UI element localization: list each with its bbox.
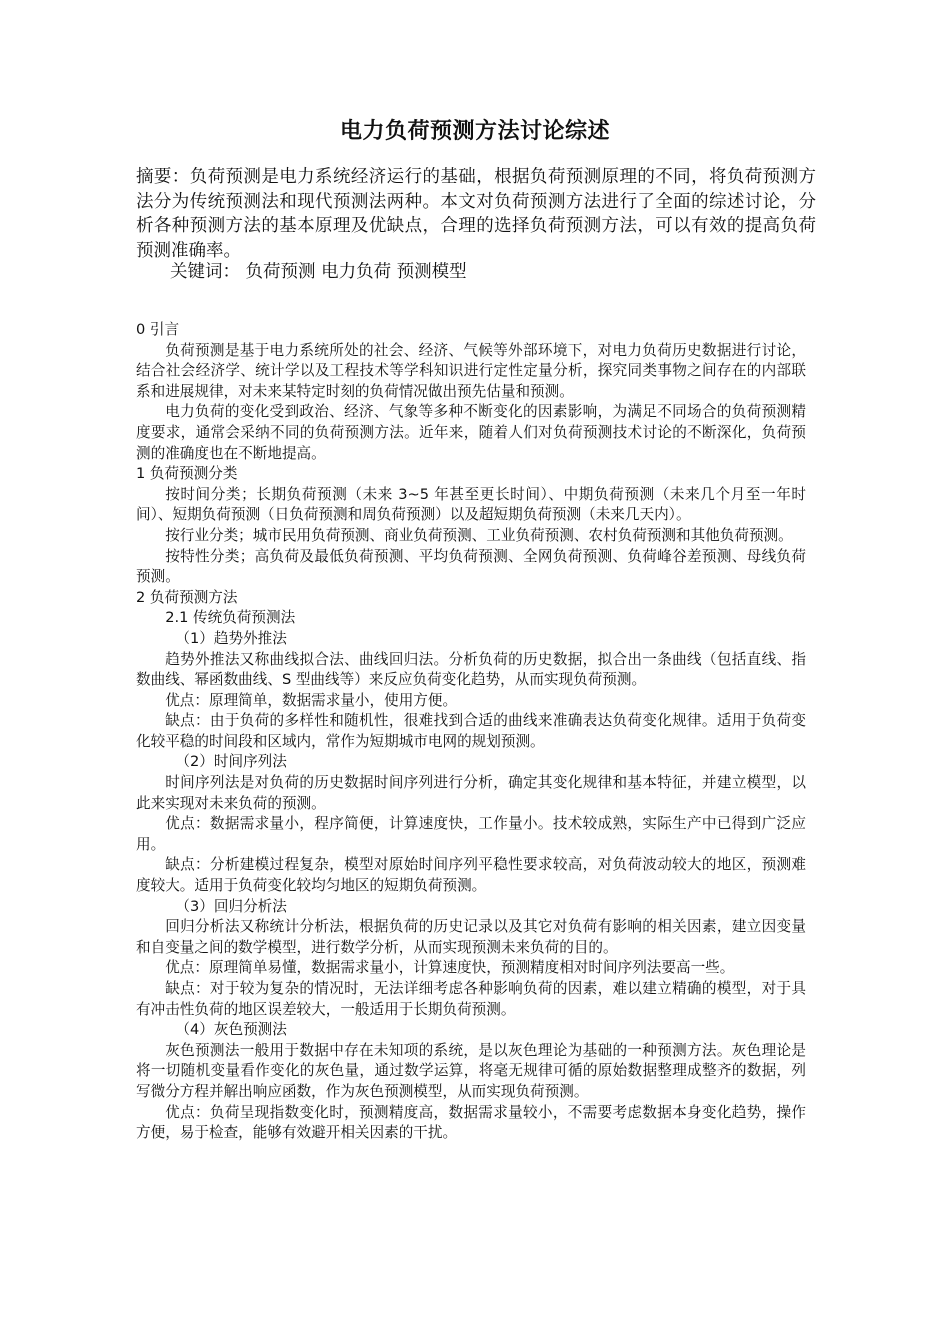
paragraph: 灰色预测法一般用于数据中存在未知项的系统，是以灰色理论为基础的一种预测方法。灰色理论是将一切随机变量看作变化的灰色量，通过数学运算，将毫无规律可循的原始数据整理成整齐的数据，列写微分方程并解出响应函数，作为灰色预测模型，从而实现负荷预测。	[136, 1041, 806, 1100]
paragraph: 按特性分类；高负荷及最低负荷预测、平均负荷预测、全网负荷预测、负荷峰谷差预测、母线负荷预测。	[136, 547, 806, 586]
paragraph: 负荷预测是基于电力系统所处的社会、经济、气候等外部环境下，对电力负荷历史数据进行讨论，结合社会经济学、统计学以及工程技术等学科知识进行定性定量分析，探究同类事物之间存在的内部联系和进展规律，对未来某特定时刻的负荷情况做出预先估量和预测。	[136, 341, 806, 400]
paragraph: 优点：负荷呈现指数变化时，预测精度高，数据需求量较小，不需要考虑数据本身变化趋势，操作方便，易于检查，能够有效避开相关因素的干扰。	[136, 1103, 806, 1142]
paragraph: 按时间分类；长期负荷预测（未来 3~5 年甚至更长时间）、中期负荷预测（未来几个月至一年时间）、短期负荷预测（日负荷预测和周负荷预测）以及超短期负荷预测（未来几天内）。	[136, 485, 806, 524]
method-heading: （1）趋势外推法	[175, 629, 287, 647]
paragraph: 优点：原理简单，数据需求量小，使用方便。	[165, 691, 458, 709]
method-heading: （4）灰色预测法	[175, 1021, 287, 1039]
section-heading: 1 负荷预测分类	[136, 465, 238, 483]
keywords: 关键词： 负荷预测 电力负荷 预测模型	[170, 262, 467, 282]
paragraph: 优点：原理简单易懂，数据需求量小，计算速度快，预测精度相对时间序列法要高一些。	[165, 959, 735, 977]
paragraph: 电力负荷的变化受到政治、经济、气象等多种不断变化的因素影响，为满足不同场合的负荷预测精度要求，通常会采纳不同的负荷预测方法。近年来，随着人们对负荷预测技术讨论的不断深化，负荷预测的准确度也在不断地提高。	[136, 403, 806, 462]
paragraph: 缺点：由于负荷的多样性和随机性，很难找到合适的曲线来准确表达负荷变化规律。适用于负荷变化较平稳的时间段和区域内，常作为短期城市电网的规划预测。	[136, 712, 806, 750]
paragraph: 时间序列法是对负荷的历史数据时间序列进行分析，确定其变化规律和基本特征，并建立模型，以此来实现对未来负荷的预测。	[136, 774, 806, 812]
subsection-heading: 2.1 传统负荷预测法	[165, 609, 296, 627]
section-heading: 0 引言	[136, 321, 180, 338]
paragraph: 缺点：对于较为复杂的情况时，无法详细考虑各种影响负荷的因素，难以建立精确的模型，对于具有冲击性负荷的地区误差较大，一般适用于长期负荷预测。	[136, 980, 806, 1018]
method-heading: （3）回归分析法	[175, 897, 287, 915]
document-body	[136, 320, 806, 1144]
section-heading: 2 负荷预测方法	[136, 588, 238, 606]
paragraph: 按行业分类；城市民用负荷预测、商业负荷预测、工业负荷预测、农村负荷预测和其他负荷预测。	[165, 526, 793, 544]
paragraph: 缺点：分析建模过程复杂，模型对原始时间序列平稳性要求较高，对负荷波动较大的地区，预测难度较大。适用于负荷变化较均匀地区的短期负荷预测。	[136, 856, 806, 895]
paragraph: 回归分析法又称统计分析法，根据负荷的历史记录以及其它对负荷有影响的相关因素，建立因变量和自变量之间的数学模型，进行数学分析，从而实现预测未来负荷的目的。	[136, 918, 806, 956]
paragraph: 优点：数据需求量小，程序简便，计算速度快，工作量小。技术较成熟，实际生产中已得到广泛应用。	[136, 815, 806, 853]
method-heading: （2）时间序列法	[175, 753, 287, 771]
paragraph: 趋势外推法又称曲线拟合法、曲线回归法。分析负荷的历史数据，拟合出一条曲线（包括直线、指数曲线、幂函数曲线、S 型曲线等）来反应负荷变化趋势，从而实现负荷预测。	[136, 650, 806, 689]
document-title: 电力负荷预测方法讨论综述	[339, 119, 610, 144]
abstract: 摘要：负荷预测是电力系统经济运行的基础，根据负荷预测原理的不同，将负荷预测方法分为传统预测法和现代预测法两种。本文对负荷预测方法进行了全面的综述讨论，分析各种预测方法的基本原理及优缺点，合理的选择负荷预测方法，可以有效的提高负荷预测准确率。	[136, 167, 816, 261]
